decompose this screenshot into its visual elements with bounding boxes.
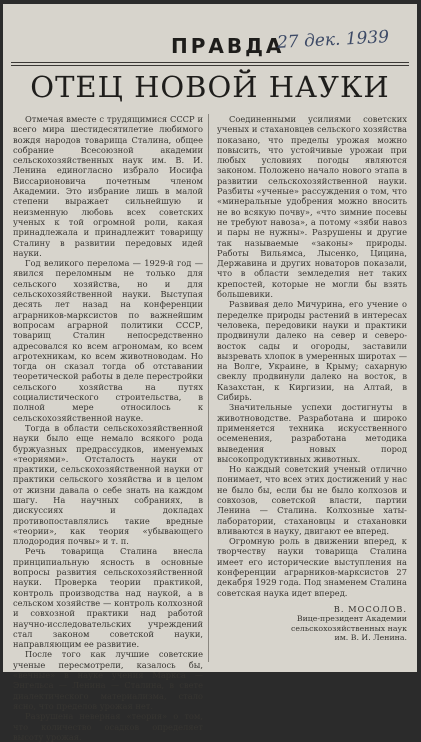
- author-title-line: им. В. И. Ленина.: [334, 633, 407, 643]
- paragraph: Отмечая вместе с трудящимися СССР и всего мира шестидесятилетие любимого вождя народов товарища Сталина, общее собрание Всесоюзной академии сельскохозяйственных наук им. В. И. Ленина единогласно избрало Иосифа Виссарионовича почетным членом Академии. Это избрание лишь в малой степени выражает сильнейшую и неизменную любовь всех советских ученых к той огромной роли, какая принадлежала и принадлежит товарищу Сталину в развитии передовых идей науки.: [13, 114, 203, 258]
- author-title-line: Вице-президент Академии: [296, 614, 407, 624]
- author-signature: [217, 604, 407, 643]
- column-divider: [208, 114, 209, 662]
- paragraph: Тогда в области сельскохозяйственной науки было еще немало всякого рода буржуазных предрассудков, именуемых «теориями». Отсталость науки от практики, сельскохозяйственной науки от практики сельского хозяйства и в целом от жизни давала о себе знать на каждом шагу. На научных собраниях, в дискуссиях и докладах противопоставлялись такие вредные «теории», как теория «убывающего плодородия почвы» и т. п.: [13, 422, 203, 547]
- paper-name: ПРАВДА: [171, 34, 285, 58]
- author-title-line: сельскохозяйственных наук: [290, 623, 407, 633]
- paragraph: Разрушена неверная «теория» о том, что количество осадков определяет высоту урожая.: [13, 711, 203, 742]
- paragraph: Значительные успехи достигнуты в животноводстве. Разработана и широко применяется техника искусственного осеменения, разработана методика выведения новых пород высокопродуктивных животных.: [217, 402, 407, 464]
- paragraph: Развивая дело Мичурина, его учение о переделке природы растений в интересах человека, передовики науки и практики продвинули далеко на север и северо-восток сады и огороды, заставили вызревать хлопок в умеренных широтах — на Волге, Украине, в Крыму; сахарную свеклу продвинули далеко на восток, в Казахстан, к Киргизии, на Алтай, в Сибирь.: [217, 299, 407, 403]
- paragraph: Соединенными усилиями советских ученых и стахановцев сельского хозяйства показано, что пределы урожая можно повысить, что устойчивые урожаи при любых условиях погоды являются законом. Положено начало нового этапа в развитии сельскохозяйственной науки. Разбиты «ученые» рассуждения о том, что «минеральные удобрения можно вносить не во всякую почву», «что зимние посевы не требуют навоза», а потому «зяби навоз и пары не нужны». Разрушены и другие так называемые «законы» природы. Работы Вильямса, Лысенко, Цицина, Державина и других новаторов показали, что в области земледелия нет таких крепостей, которые не могли бы взять большевики.: [217, 114, 407, 300]
- masthead: [3, 26, 417, 66]
- paragraph: Но каждый советский ученый отлично понимает, что всех этих достижений у нас не было бы, если бы не было колхозов и совхозов, советской власти, партии Ленина — Сталина. Колхозные хаты-лаборатории, стахановцы и стахановки вливаются в науку, двигают ее вперед.: [217, 464, 407, 536]
- article-column-right: [217, 114, 407, 643]
- handwritten-date: 27 дек. 1939: [276, 27, 390, 53]
- author-name: В. МОСОЛОВ.: [333, 603, 407, 614]
- masthead-rule: [11, 62, 409, 63]
- newspaper-clipping: [3, 4, 417, 742]
- article-column-left: [13, 114, 203, 742]
- masthead-rule-thin: [11, 65, 409, 66]
- article-headline: ОТЕЦ НОВОЙ НАУКИ: [30, 70, 390, 104]
- paragraph: Огромную роль в движении вперед, к творчеству науки товарища Сталина имеет его исторические выступления на конференции аграрников-марксистов 27 декабря 1929 года. Под знаменем Сталина советская наука идет вперед.: [217, 536, 407, 598]
- paragraph: Речь товарища Сталина внесла принципиальную ясность в основные вопросы развития сельскохозяйственной науки. Проверка теории практикой, контроль производства над наукой, а в сельском хозяйстве — контроль колхозной и совхозной практики над работой научно-исследовательских учреждений стал законом советской науки, направляющим ее развитие.: [13, 546, 203, 650]
- paragraph: Год великого перелома — 1929-й год — явился переломным не только для сельского хозяйства, но и для сельскохозяйственной науки. Выступая десять лет назад на конференции аграрников-марксистов по важнейшим вопросам аграрной политики СССР, товарищ Сталин непосредственно адресовался ко всем агрономам, ко всем агротехникам, ко всем животноводам. Но тогда он сказал тогда об отставании теоретической работы в деле перестройки сельского хозяйства на путях социалистического строительства, в полной мере относилось к сельскохозяйственной науке.: [13, 258, 203, 423]
- paragraph: После того как лучшие советские ученые пересмотрели, казалось бы, «вечные» в науке учения Маркса — Энгельса — Ленина — Сталина, в свете диалектического материализма, стало ясно, что пределов урожая нет.: [13, 649, 203, 711]
